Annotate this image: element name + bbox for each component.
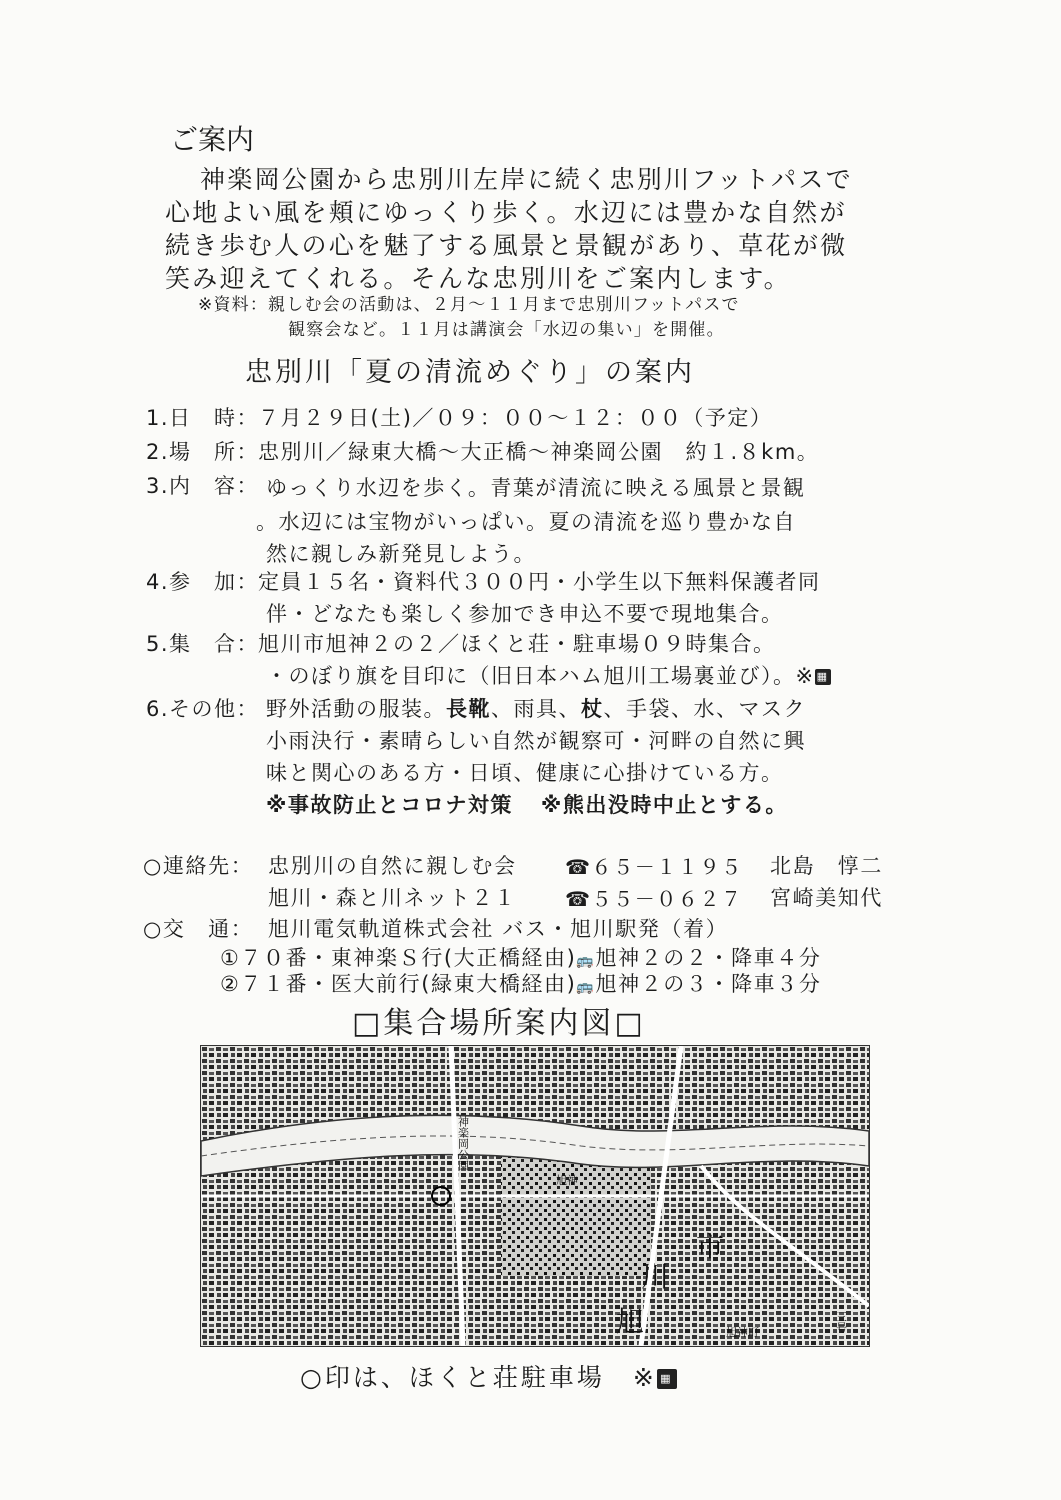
item-value: 然に親しみ新発見しよう。	[266, 542, 536, 566]
item-label: 4.参 加：	[146, 570, 260, 594]
contact-person-2: 宮崎美知代	[770, 886, 883, 910]
note-line-2: 観察会など。１１月は講演会「水辺の集い」を開催。	[288, 320, 725, 340]
item-value: 忠別川／緑東大橋～大正橋～神楽岡公園 約１.８km。	[258, 440, 820, 464]
bus-route-2	[220, 968, 821, 998]
route-stop: 旭神２の２・降車４分	[595, 946, 822, 970]
event-title: 忠別川「夏の清流めぐり」の案内	[245, 357, 695, 388]
text-segment: 、雨具、	[491, 697, 581, 721]
intro-line-2: 心地よい風を頬にゆっくり歩く。水辺には豊かな自然が	[165, 198, 847, 227]
note-line-1: ※資料：親しむ会の活動は、２月～１１月まで忠別川フットパスで	[198, 295, 740, 315]
item-label: 1.日 時：	[146, 406, 260, 430]
meet-note: ・のぼり旗を目印に（旧日本ハム旭川工場裏並び）。※	[266, 664, 815, 688]
text-segment: 野外活動の服装。	[266, 697, 446, 721]
route-stop: 旭神２の３・降車３分	[595, 972, 822, 996]
item-label: 3.内 容：	[146, 474, 260, 498]
intro-line-1: 神楽岡公園から忠別川左岸に続く忠別川フットパスで	[200, 165, 853, 194]
text-bold: 杖	[581, 697, 604, 721]
text-bold: ※熊出没時中止とする。	[540, 793, 788, 817]
route-name: ②７１番・医大前行(緑東大橋経由)	[220, 972, 577, 996]
item-value	[266, 693, 806, 723]
item-value: 味と関心のある方・日頃、健康に心掛けている方。	[266, 761, 784, 785]
text-segment: 、手袋、水、マスク	[603, 697, 806, 721]
route-name: ①７０番・東神楽Ｓ行(大正橋経由)	[220, 946, 577, 970]
intro-line-3: 続き歩む人の心を魅了する風景と景観があり、草花が微	[165, 231, 848, 260]
caption-text: ○印は、ほくと荘駐車場 ※	[300, 1363, 657, 1392]
map-label: 三号	[834, 1311, 848, 1333]
map-caption	[300, 1358, 677, 1394]
item-value	[266, 660, 831, 690]
item-value: 伴・どなたも楽しく参加でき申込不要で現地集合。	[266, 602, 784, 626]
intro-line-4: 笑み迎えてくれる。そんな忠別川をご案内します。	[165, 264, 791, 293]
location-map	[200, 1045, 870, 1347]
map-title: □集合場所案内図□	[352, 1006, 646, 1041]
intro-title: ご案内	[170, 123, 255, 156]
contact-person-1: 北島 惇二	[770, 854, 883, 878]
item-value	[266, 789, 788, 819]
item-label: 5.集 合：	[146, 632, 260, 656]
item-value: ７月２９日(土)／０９：００～１２：００（予定）	[258, 406, 773, 430]
text-bold: 長靴	[446, 697, 491, 721]
text-bold: ※事故防止とコロナ対策	[266, 793, 513, 817]
item-value: 旭川市旭神２の２／ほくと荘・駐車場０９時集合。	[258, 632, 776, 656]
contact-tel-2: ☎５５－０６２７	[565, 887, 743, 911]
item-value: ゆっくり水辺を歩く。青葉が清流に映える風景と景観	[266, 476, 806, 500]
contact-label: ○連絡先：	[143, 854, 254, 878]
toilet-pictogram-icon: ▦	[815, 669, 831, 685]
map-label: 旭	[616, 1305, 645, 1338]
map-label: 旭神町	[726, 1326, 759, 1339]
transport-line: 旭川電気軌道株式会社 バス・旭川駅発（着）	[268, 917, 729, 941]
transport-label: ○交 通：	[143, 917, 254, 941]
map-graphic	[201, 1046, 869, 1346]
map-label: 旭神	[556, 1174, 578, 1187]
map-label: 神楽岡公園	[456, 1116, 470, 1171]
contact-tel-1: ☎６５－１１９５	[565, 855, 743, 879]
contact-org-1: 忠別川の自然に親しむ会	[268, 854, 517, 878]
toilet-pictogram-icon: ▦	[657, 1369, 677, 1389]
map-label: 川	[641, 1260, 670, 1293]
item-label: 2.場 所：	[146, 440, 260, 464]
map-label: 市	[696, 1230, 725, 1263]
item-value: 定員１５名・資料代３００円・小学生以下無料保護者同	[258, 570, 821, 594]
item-value: 小雨決行・素晴らしい自然が観察可・河畔の自然に興	[266, 729, 806, 753]
contact-org-2: 旭川・森と川ネット２１	[268, 886, 517, 910]
item-label: 6.その他：	[146, 697, 260, 721]
item-value: 。水辺には宝物がいっぱい。夏の清流を巡り豊かな自	[256, 510, 796, 534]
bus-icon: 🚌	[576, 953, 596, 969]
bus-icon: 🚌	[576, 979, 596, 995]
